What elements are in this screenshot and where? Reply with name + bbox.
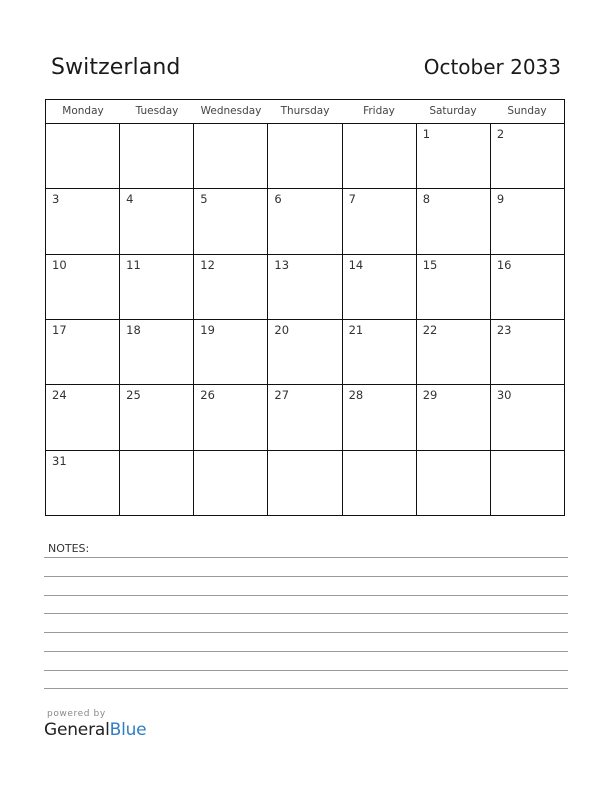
weeks-container xyxy=(46,124,564,515)
day-cell xyxy=(343,385,417,449)
day-number: 16 xyxy=(496,257,512,272)
brand-general: General xyxy=(44,720,110,740)
day-cell xyxy=(120,385,194,449)
day-cell xyxy=(120,320,194,384)
day-cell xyxy=(491,320,564,384)
weekday-saturday: Saturday xyxy=(429,105,477,117)
day-number: 29 xyxy=(422,388,438,403)
day-cell xyxy=(343,124,417,188)
day-cell xyxy=(417,385,491,449)
brand-blue: Blue xyxy=(109,720,147,740)
day-cell xyxy=(268,451,342,515)
day-cell xyxy=(343,320,417,384)
day-number: 18 xyxy=(126,322,141,337)
day-cell xyxy=(46,255,120,319)
week-row-4 xyxy=(46,320,564,385)
day-number: 22 xyxy=(422,322,438,337)
note-line xyxy=(44,688,568,689)
weekday-header-row xyxy=(46,100,564,124)
powered-by-text: powered by xyxy=(47,709,106,719)
day-cell xyxy=(491,189,564,253)
day-cell xyxy=(417,451,491,515)
day-number: 9 xyxy=(496,192,505,207)
week-row-3 xyxy=(46,255,564,320)
day-cell xyxy=(343,451,417,515)
calendar-grid xyxy=(45,99,565,516)
note-line xyxy=(44,632,568,633)
day-number: 4 xyxy=(126,192,134,207)
day-cell xyxy=(343,189,417,253)
day-number: 27 xyxy=(274,388,290,403)
day-cell xyxy=(194,255,268,319)
country-title: Switzerland xyxy=(51,55,181,80)
week-row-5 xyxy=(46,385,564,450)
note-line xyxy=(44,670,568,671)
day-cell xyxy=(46,124,120,188)
weekday-tuesday: Tuesday xyxy=(135,105,179,117)
week-row-6 xyxy=(46,451,564,515)
day-number: 5 xyxy=(200,192,208,207)
day-number: 14 xyxy=(348,257,364,272)
day-number: 19 xyxy=(200,322,215,337)
day-cell xyxy=(120,124,194,188)
day-cell xyxy=(194,320,268,384)
day-cell xyxy=(268,255,342,319)
day-number: 20 xyxy=(274,322,290,337)
day-cell xyxy=(268,124,342,188)
note-line xyxy=(44,595,568,596)
day-number: 15 xyxy=(422,257,438,272)
month-year-title: October 2033 xyxy=(423,55,561,79)
day-cell xyxy=(491,124,564,188)
week-row-2 xyxy=(46,189,564,254)
day-cell xyxy=(46,451,120,515)
day-cell xyxy=(46,320,120,384)
day-number: 11 xyxy=(126,257,141,272)
day-cell xyxy=(491,385,564,449)
day-cell xyxy=(120,255,194,319)
notes-label: NOTES: xyxy=(48,542,90,555)
day-number: 31 xyxy=(52,453,67,468)
day-cell xyxy=(120,451,194,515)
day-cell xyxy=(46,385,120,449)
day-cell xyxy=(268,385,342,449)
day-number: 21 xyxy=(348,322,364,337)
day-cell xyxy=(491,451,564,515)
weekday-wednesday: Wednesday xyxy=(200,105,262,117)
day-number: 26 xyxy=(200,388,215,403)
day-cell xyxy=(491,255,564,319)
day-cell xyxy=(417,189,491,253)
day-cell xyxy=(194,189,268,253)
day-cell xyxy=(417,124,491,188)
note-line xyxy=(44,613,568,614)
day-number: 28 xyxy=(348,388,364,403)
day-number: 2 xyxy=(496,127,505,141)
note-line xyxy=(44,651,568,652)
day-number: 7 xyxy=(348,192,356,207)
day-number: 12 xyxy=(200,257,215,272)
day-number: 10 xyxy=(52,257,67,272)
day-number: 17 xyxy=(52,322,67,337)
day-cell xyxy=(120,189,194,253)
week-row-1 xyxy=(46,124,564,189)
day-number: 25 xyxy=(126,388,141,403)
day-cell xyxy=(268,320,342,384)
day-cell xyxy=(417,255,491,319)
day-number: 13 xyxy=(274,257,290,272)
weekday-monday: Monday xyxy=(62,105,104,117)
day-number: 24 xyxy=(52,388,67,403)
weekday-sunday: Sunday xyxy=(507,105,547,117)
day-number: 8 xyxy=(422,192,431,207)
day-number: 23 xyxy=(496,322,512,337)
day-cell xyxy=(343,255,417,319)
note-line xyxy=(44,557,568,558)
day-cell xyxy=(194,124,268,188)
day-number: 3 xyxy=(52,192,60,207)
day-number: 1 xyxy=(422,127,431,141)
day-number: 6 xyxy=(274,192,282,207)
day-cell xyxy=(46,189,120,253)
day-cell xyxy=(194,451,268,515)
day-cell xyxy=(268,189,342,253)
day-cell xyxy=(417,320,491,384)
generalblue-logo[interactable] xyxy=(44,720,146,740)
weekday-thursday: Thursday xyxy=(280,105,330,117)
note-line xyxy=(44,576,568,577)
weekday-friday: Friday xyxy=(363,105,395,117)
day-cell xyxy=(194,385,268,449)
day-number: 30 xyxy=(496,388,512,403)
